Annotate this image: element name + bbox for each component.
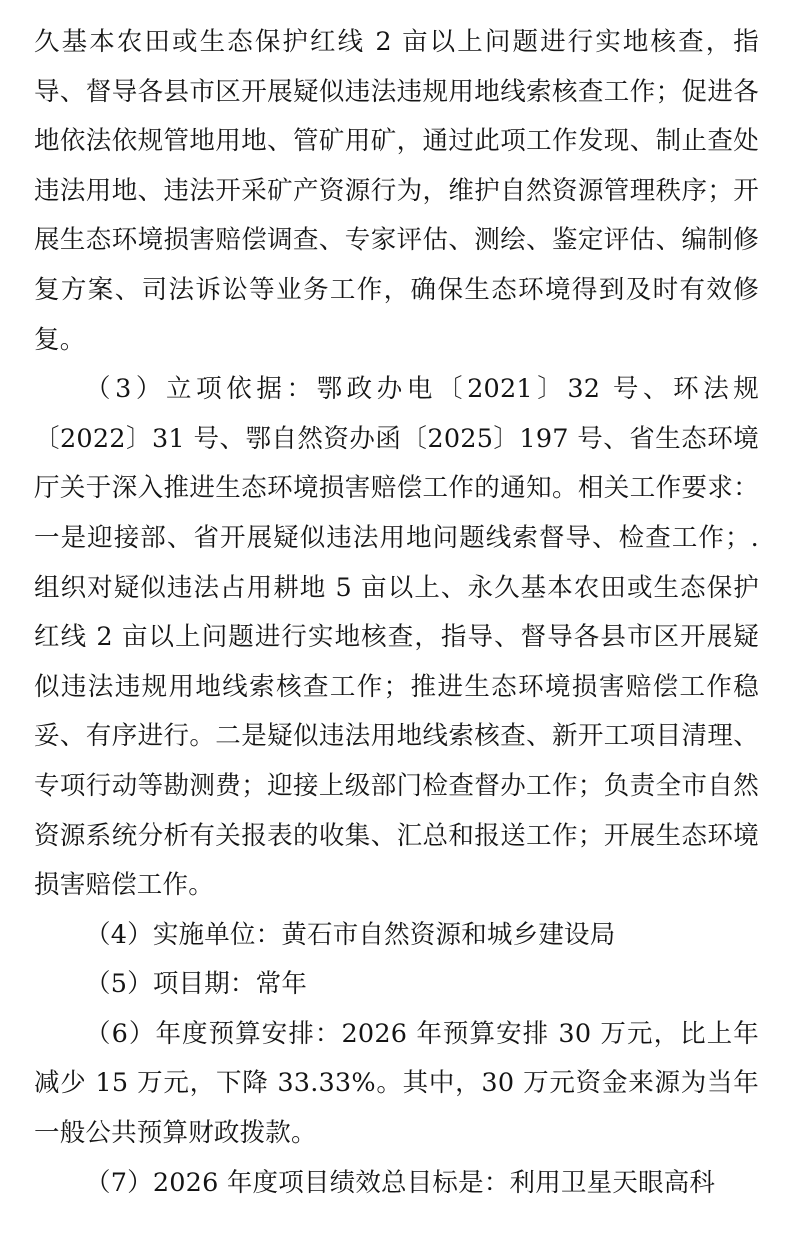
document-body: [34, 18, 759, 1208]
paragraph-item-3: （3）立项依据：鄂政办电〔2021〕32 号、环法规〔2022〕31 号、鄂自然资办函〔2025〕197 号、省生态环境厅关于深入推进生态环境损害赔偿工作的通知。相关工作要求：一是迎接部、省开展疑似违法用地问题线索督导、检查工作；.组织对疑似违法占用耕地 5 亩以上、永久基本农田或生态保护红线 2 亩以上问题进行实地核查，指导、督导各县市区开展疑似违法违规用地线索核查工作；推进生态环境损害赔偿工作稳妥、有序进行。二是疑似违法用地线索核查、新开工项目清理、专项行动等勘测费；迎接上级部门检查督办工作；负责全市自然资源系统分析有关报表的收集、汇总和报送工作；开展生态环境损害赔偿工作。: [34, 374, 759, 901]
paragraph-item-4: （4）实施单位：黄石市自然资源和城乡建设局: [85, 919, 616, 950]
paragraph-item-6: （6）年度预算安排：2026 年预算安排 30 万元，比上年减少 15 万元，下降 33.33%。其中，30 万元资金来源为当年一般公共预算财政拨款。: [34, 1018, 759, 1149]
paragraph-item-5: （5）项目期：常年: [85, 969, 308, 1000]
paragraph-item-7: （7）2026 年度项目绩效总目标是：利用卫星天眼高科: [85, 1167, 716, 1198]
paragraph-continuation: 久基本农田或生态保护红线 2 亩以上问题进行实地核查，指导、督导各县市区开展疑似违法违规用地线索核查工作；促进各地依法依规管地用地、管矿用矿，通过此项工作发现、制止查处违法用地、违法开采矿产资源行为，维护自然资源管理秩序；开展生态环境损害赔偿调查、专家评估、测绘、鉴定评估、编制修复方案、司法诉讼等业务工作，确保生态环境得到及时有效修复。: [34, 27, 759, 355]
